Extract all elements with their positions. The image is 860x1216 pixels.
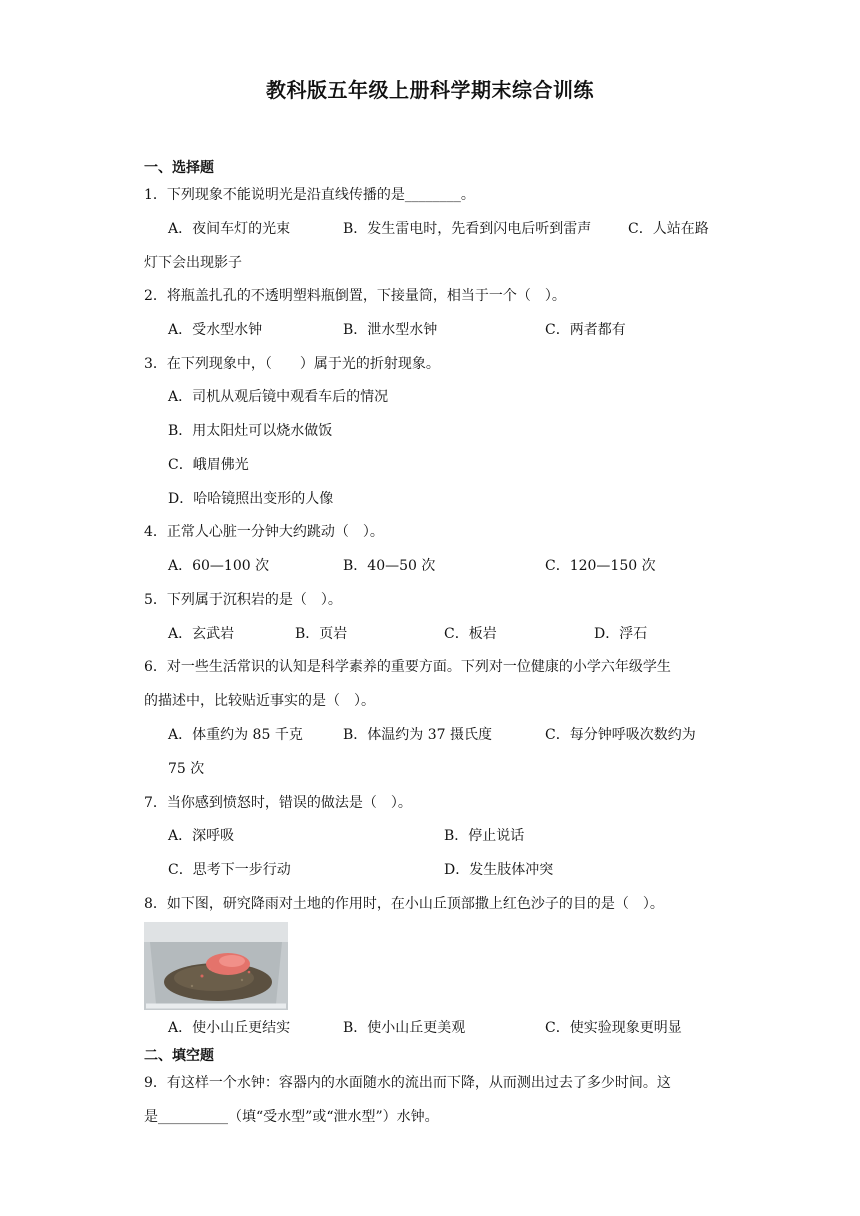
question-6-option-c: C．每分钟呼吸次数约为 [545, 727, 696, 743]
question-8-option-b: B．使小山丘更美观 [343, 1020, 466, 1036]
section-heading-choice: 一、选择题 [144, 160, 214, 176]
question-4-option-b: B．40—50 次 [343, 558, 436, 574]
question-2-stem: 2．将瓶盖扎孔的不透明塑料瓶倒置，下接量筒，相当于一个（ ）。 [144, 288, 566, 304]
section-heading-fill: 二、填空题 [144, 1048, 214, 1064]
question-3-option-a: A．司机从观后镜中观看车后的情况 [168, 389, 389, 405]
question-2-option-b: B．泄水型水钟 [343, 322, 438, 338]
sand-hill-illustration [144, 922, 288, 1010]
question-3-stem: 3．在下列现象中，（ ）属于光的折射现象。 [144, 356, 440, 372]
question-2-option-a: A．受水型水钟 [168, 322, 263, 338]
question-4-stem: 4．正常人心脏一分钟大约跳动（ ）。 [144, 524, 384, 540]
page-title: 教科版五年级上册科学期末综合训练 [266, 78, 594, 102]
question-3-option-b: B．用太阳灶可以烧水做饭 [168, 423, 333, 439]
question-1-option-b: B．发生雷电时，先看到闪电后听到雷声 [343, 221, 592, 237]
question-1-option-c: C．人站在路 [628, 221, 709, 237]
question-9-stem-continued: 是__________（填“受水型”或“泄水型”）水钟。 [144, 1109, 439, 1125]
question-7-option-a: A．深呼吸 [168, 828, 235, 844]
question-7-option-b: B．停止说话 [444, 828, 525, 844]
question-7-stem: 7．当你感到愤怒时，错误的做法是（ ）。 [144, 795, 412, 811]
question-3-option-c: C．峨眉佛光 [168, 457, 249, 473]
question-5-option-c: C．板岩 [444, 626, 497, 642]
question-6-option-c-continued: 75 次 [168, 761, 205, 777]
question-5-option-d: D．浮石 [594, 626, 648, 642]
question-7-option-c: C．思考下一步行动 [168, 862, 291, 878]
question-6-stem: 6．对一些生活常识的认知是科学素养的重要方面。下列对一位健康的小学六年级学生 [144, 659, 671, 675]
question-1-stem: 1．下列现象不能说明光是沿直线传播的是________。 [144, 187, 475, 203]
question-8-stem: 8．如下图，研究降雨对土地的作用时，在小山丘顶部撒上红色沙子的目的是（ ）。 [144, 896, 664, 912]
question-8-option-a: A．使小山丘更结实 [168, 1020, 291, 1036]
question-4-option-a: A．60—100 次 [168, 558, 270, 574]
question-5-stem: 5．下列属于沉积岩的是（ ）。 [144, 592, 342, 608]
question-3-option-d: D．哈哈镜照出变形的人像 [168, 491, 334, 507]
question-6-option-a: A．体重约为 85 千克 [168, 727, 303, 743]
question-5-option-a: A．玄武岩 [168, 626, 235, 642]
question-5-option-b: B．页岩 [295, 626, 348, 642]
question-9-stem: 9．有这样一个水钟：容器内的水面随水的流出而下降，从而测出过去了多少时间。这 [144, 1075, 671, 1091]
question-2-option-c: C．两者都有 [545, 322, 626, 338]
question-7-option-d: D．发生肢体冲突 [444, 862, 554, 878]
experiment-photo [144, 922, 288, 1010]
question-6-option-b: B．体温约为 37 摄氏度 [343, 727, 493, 743]
question-6-stem-continued: 的描述中，比较贴近事实的是（ ）。 [144, 693, 375, 709]
question-8-option-c: C．使实验现象更明显 [545, 1020, 682, 1036]
question-1-option-c-continued: 灯下会出现影子 [144, 255, 242, 271]
question-4-option-c: C．120—150 次 [545, 558, 656, 574]
question-1-option-a: A．夜间车灯的光束 [168, 221, 291, 237]
